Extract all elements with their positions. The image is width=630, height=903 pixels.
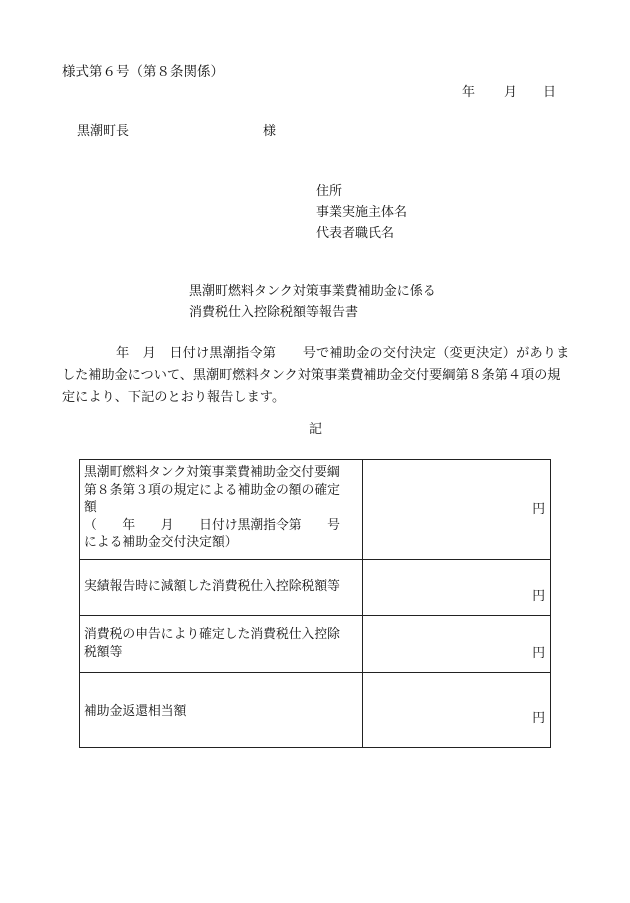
amount-cell — [363, 673, 551, 748]
entity-name-label: 事業実施主体名 — [316, 205, 408, 220]
label-line: 第８条第３項の規定による補助金の額の確定 — [84, 482, 340, 498]
addressee-name: 黒潮町長 — [77, 124, 130, 139]
yen-unit: 円 — [532, 502, 545, 517]
title-line-2: 消費税仕入控除税額等報告書 — [189, 305, 359, 320]
table-row — [80, 560, 551, 616]
row-label — [80, 673, 362, 721]
row-label-cell — [80, 560, 363, 616]
row-label — [80, 560, 362, 596]
table-row — [80, 673, 551, 748]
body-line-1: 年 月 日付け黒潮指令第 号で補助金の交付決定（変更決定）がありま — [116, 346, 570, 361]
label-line: 額 — [84, 500, 97, 515]
row-label-cell — [80, 673, 363, 748]
body-paragraph — [62, 343, 577, 409]
label-line: 黒潮町燃料タンク対策事業費補助金交付要綱 — [84, 465, 340, 480]
label-line: 補助金返還相当額 — [84, 704, 187, 719]
body-line-2: した補助金について、黒潮町燃料タンク対策事業費補助金交付要綱第８条第４項の規 — [62, 368, 561, 383]
address-label: 住所 — [316, 184, 343, 199]
row-label — [80, 460, 362, 552]
representative-label: 代表者職氏名 — [316, 226, 395, 241]
label-line: による補助金交付決定額） — [84, 535, 238, 550]
date-day-label: 日 — [543, 85, 557, 100]
row-label-cell — [80, 460, 363, 560]
ki-heading: 記 — [309, 422, 323, 437]
date-year-label: 年 — [462, 85, 476, 100]
label-line: 消費税の申告により確定した消費税仕入控除 — [84, 627, 340, 642]
yen-unit: 円 — [532, 646, 545, 661]
table-row — [80, 616, 551, 673]
form-number: 様式第６号（第８条関係） — [62, 64, 224, 80]
body-line-3: 定により、下記のとおり報告します。 — [62, 390, 286, 405]
yen-unit: 円 — [532, 711, 545, 726]
label-line: 税額等 — [84, 644, 123, 660]
row-label-cell — [80, 616, 363, 673]
amount-cell — [363, 560, 551, 616]
amount-cell — [363, 616, 551, 673]
amount-cell — [363, 460, 551, 560]
report-table — [79, 459, 551, 748]
label-line: 実績報告時に減額した消費税仕入控除税額等 — [84, 579, 340, 594]
yen-unit: 円 — [532, 589, 545, 604]
label-line: （ 年 月 日付け黒潮指令第 号 — [84, 517, 340, 533]
title-line-1: 黒潮町燃料タンク対策事業費補助金に係る — [189, 284, 436, 299]
table-row — [80, 460, 551, 560]
row-label — [80, 616, 362, 661]
date-month-label: 月 — [504, 85, 518, 100]
addressee-honorific: 様 — [263, 124, 277, 139]
